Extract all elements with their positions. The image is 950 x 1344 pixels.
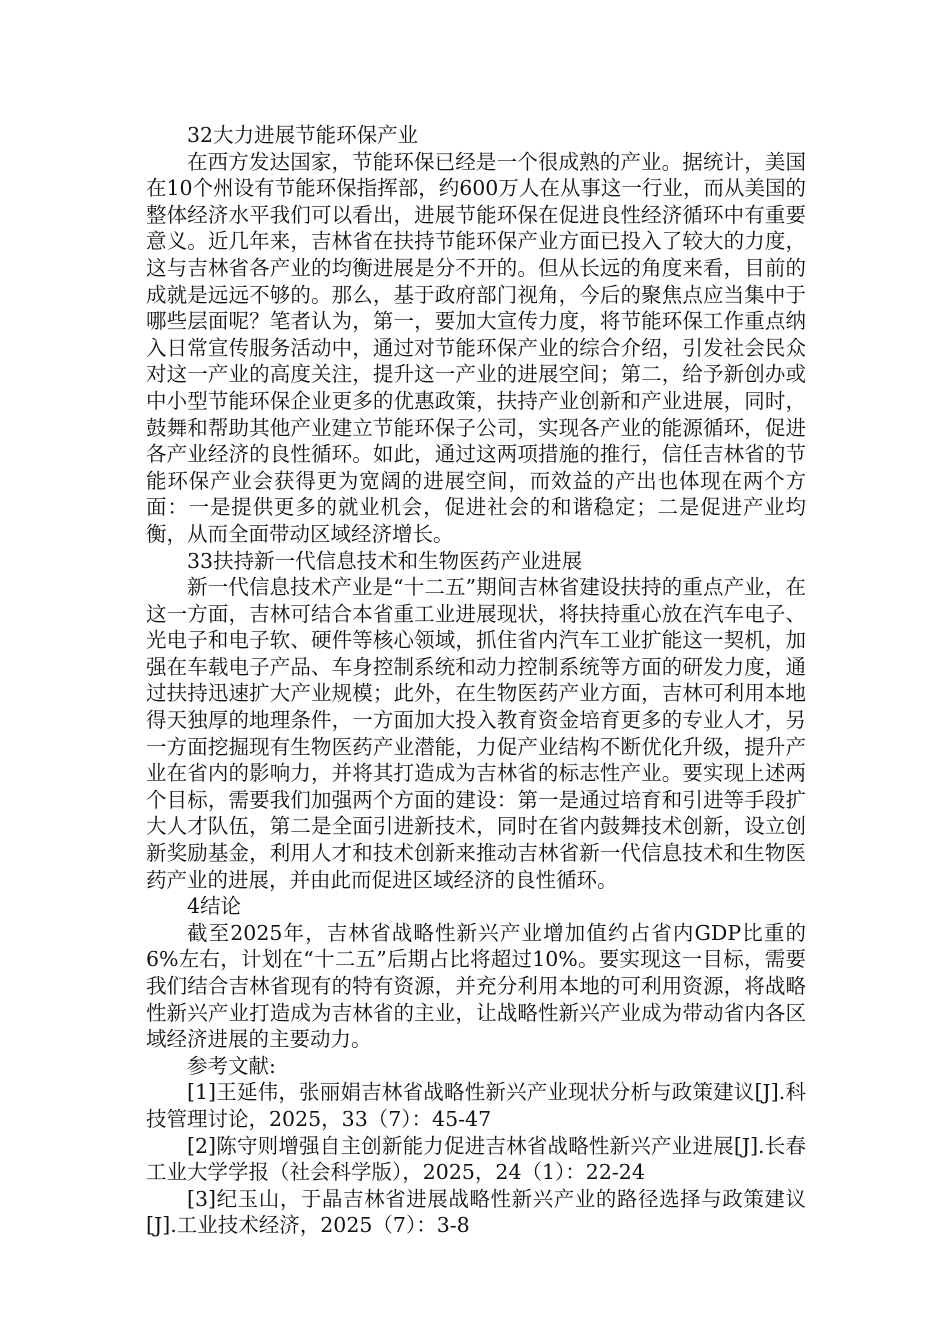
section-3-3-body: 新一代信息技术产业是“十二五”期间吉林省建设扶持的重点产业，在这一方面，吉林可结合本省重工业进展现状，将扶持重心放在汽车电子、光电子和电子软、硬件等核心领域，抓住省内汽车工业扩能这一契机，加强在车载电子产品、车身控制系统和动力控制系统等方面的研发力度，通过扶持迅速扩大产业规模；此外，在生物医药产业方面，吉林可利用本地得天独厚的地理条件，一方面加大投入教育资金培育更多的专业人才，另一方面挖掘现有生物医药产业潜能，力促产业结构不断优化升级，提升产业在省内的影响力，并将其打造成为吉林省的标志性产业。要实现上述两个目标，需要我们加强两个方面的建设：第一是通过培育和引进等手段扩大人才队伍，第二是全面引进新技术，同时在省内鼓舞技术创新，设立创新奖励基金，利用人才和技术创新来推动吉林省新一代信息技术和生物医药产业的进展，并由此而促进区域经济的良性循环。 bbox=[146, 575, 806, 892]
reference-item-1: [1]王延伟，张丽娟吉林省战略性新兴产业现状分析与政策建议[J].科技管理讨论，2025，33（7）：45-47 bbox=[146, 1080, 806, 1131]
conclusion-body: 截至2025年，吉林省战略性新兴产业增加值约占省内GDP比重的6%左右，计划在“十二五”后期占比将超过10%。要实现这一目标，需要我们结合吉林省现有的特有资源，并充分利用本地的可利用资源，将战略性新兴产业打造成为吉林省的主业，让战略性新兴产业成为带动省内各区域经济进展的主要动力。 bbox=[146, 920, 806, 1052]
section-3-2-body: 在西方发达国家，节能环保已经是一个很成熟的产业。据统计，美国在10个州设有节能环保指挥部，约600万人在从事这一行业，而从美国的整体经济水平我们可以看出，进展节能环保在促进良性经济循环中有重要意义。近几年来，吉林省在扶持节能环保产业方面已投入了较大的力度，这与吉林省各产业的均衡进展是分不开的。但从长远的角度来看，目前的成就是远远不够的。那么，基于政府部门视角，今后的聚焦点应当集中于哪些层面呢？笔者认为，第一，要加大宣传力度，将节能环保工作重点纳入日常宣传服务活动中，通过对节能环保产业的综合介绍，引发社会民众对这一产业的高度关注，提升这一产业的进展空间；第二，给予新创办或中小型节能环保企业更多的优惠政策，扶持产业创新和产业进展，同时，鼓舞和帮助其他产业建立节能环保子公司，实现各产业的能源循环，促进各产业经济的良性循环。如此，通过这两项措施的推行，信任吉林省的节能环保产业会获得更为宽阔的进展空间，而效益的产出也体现在两个方面：一是提供更多的就业机会，促进社会的和谐稳定；二是促进产业均衡，从而全面带动区域经济增长。 bbox=[146, 149, 806, 546]
section-3-2-heading: 32大力进展节能环保产业 bbox=[187, 123, 419, 147]
reference-item-2: [2]陈守则增强自主创新能力促进吉林省战略性新兴产业进展[J].长春工业大学学报（社会科学版），2025，24（1）：22-24 bbox=[146, 1133, 806, 1185]
conclusion-heading: 4结论 bbox=[187, 894, 242, 919]
reference-item-3: [3]纪玉山，于晶吉林省进展战略性新兴产业的路径选择与政策建议[J].工业技术经济，2025（7）：3-8 bbox=[146, 1186, 806, 1238]
references-heading: 参考文献: bbox=[187, 1053, 276, 1078]
document-page bbox=[146, 122, 806, 1239]
section-3-3-heading: 33扶持新一代信息技术和生物医药产业进展 bbox=[187, 548, 583, 573]
